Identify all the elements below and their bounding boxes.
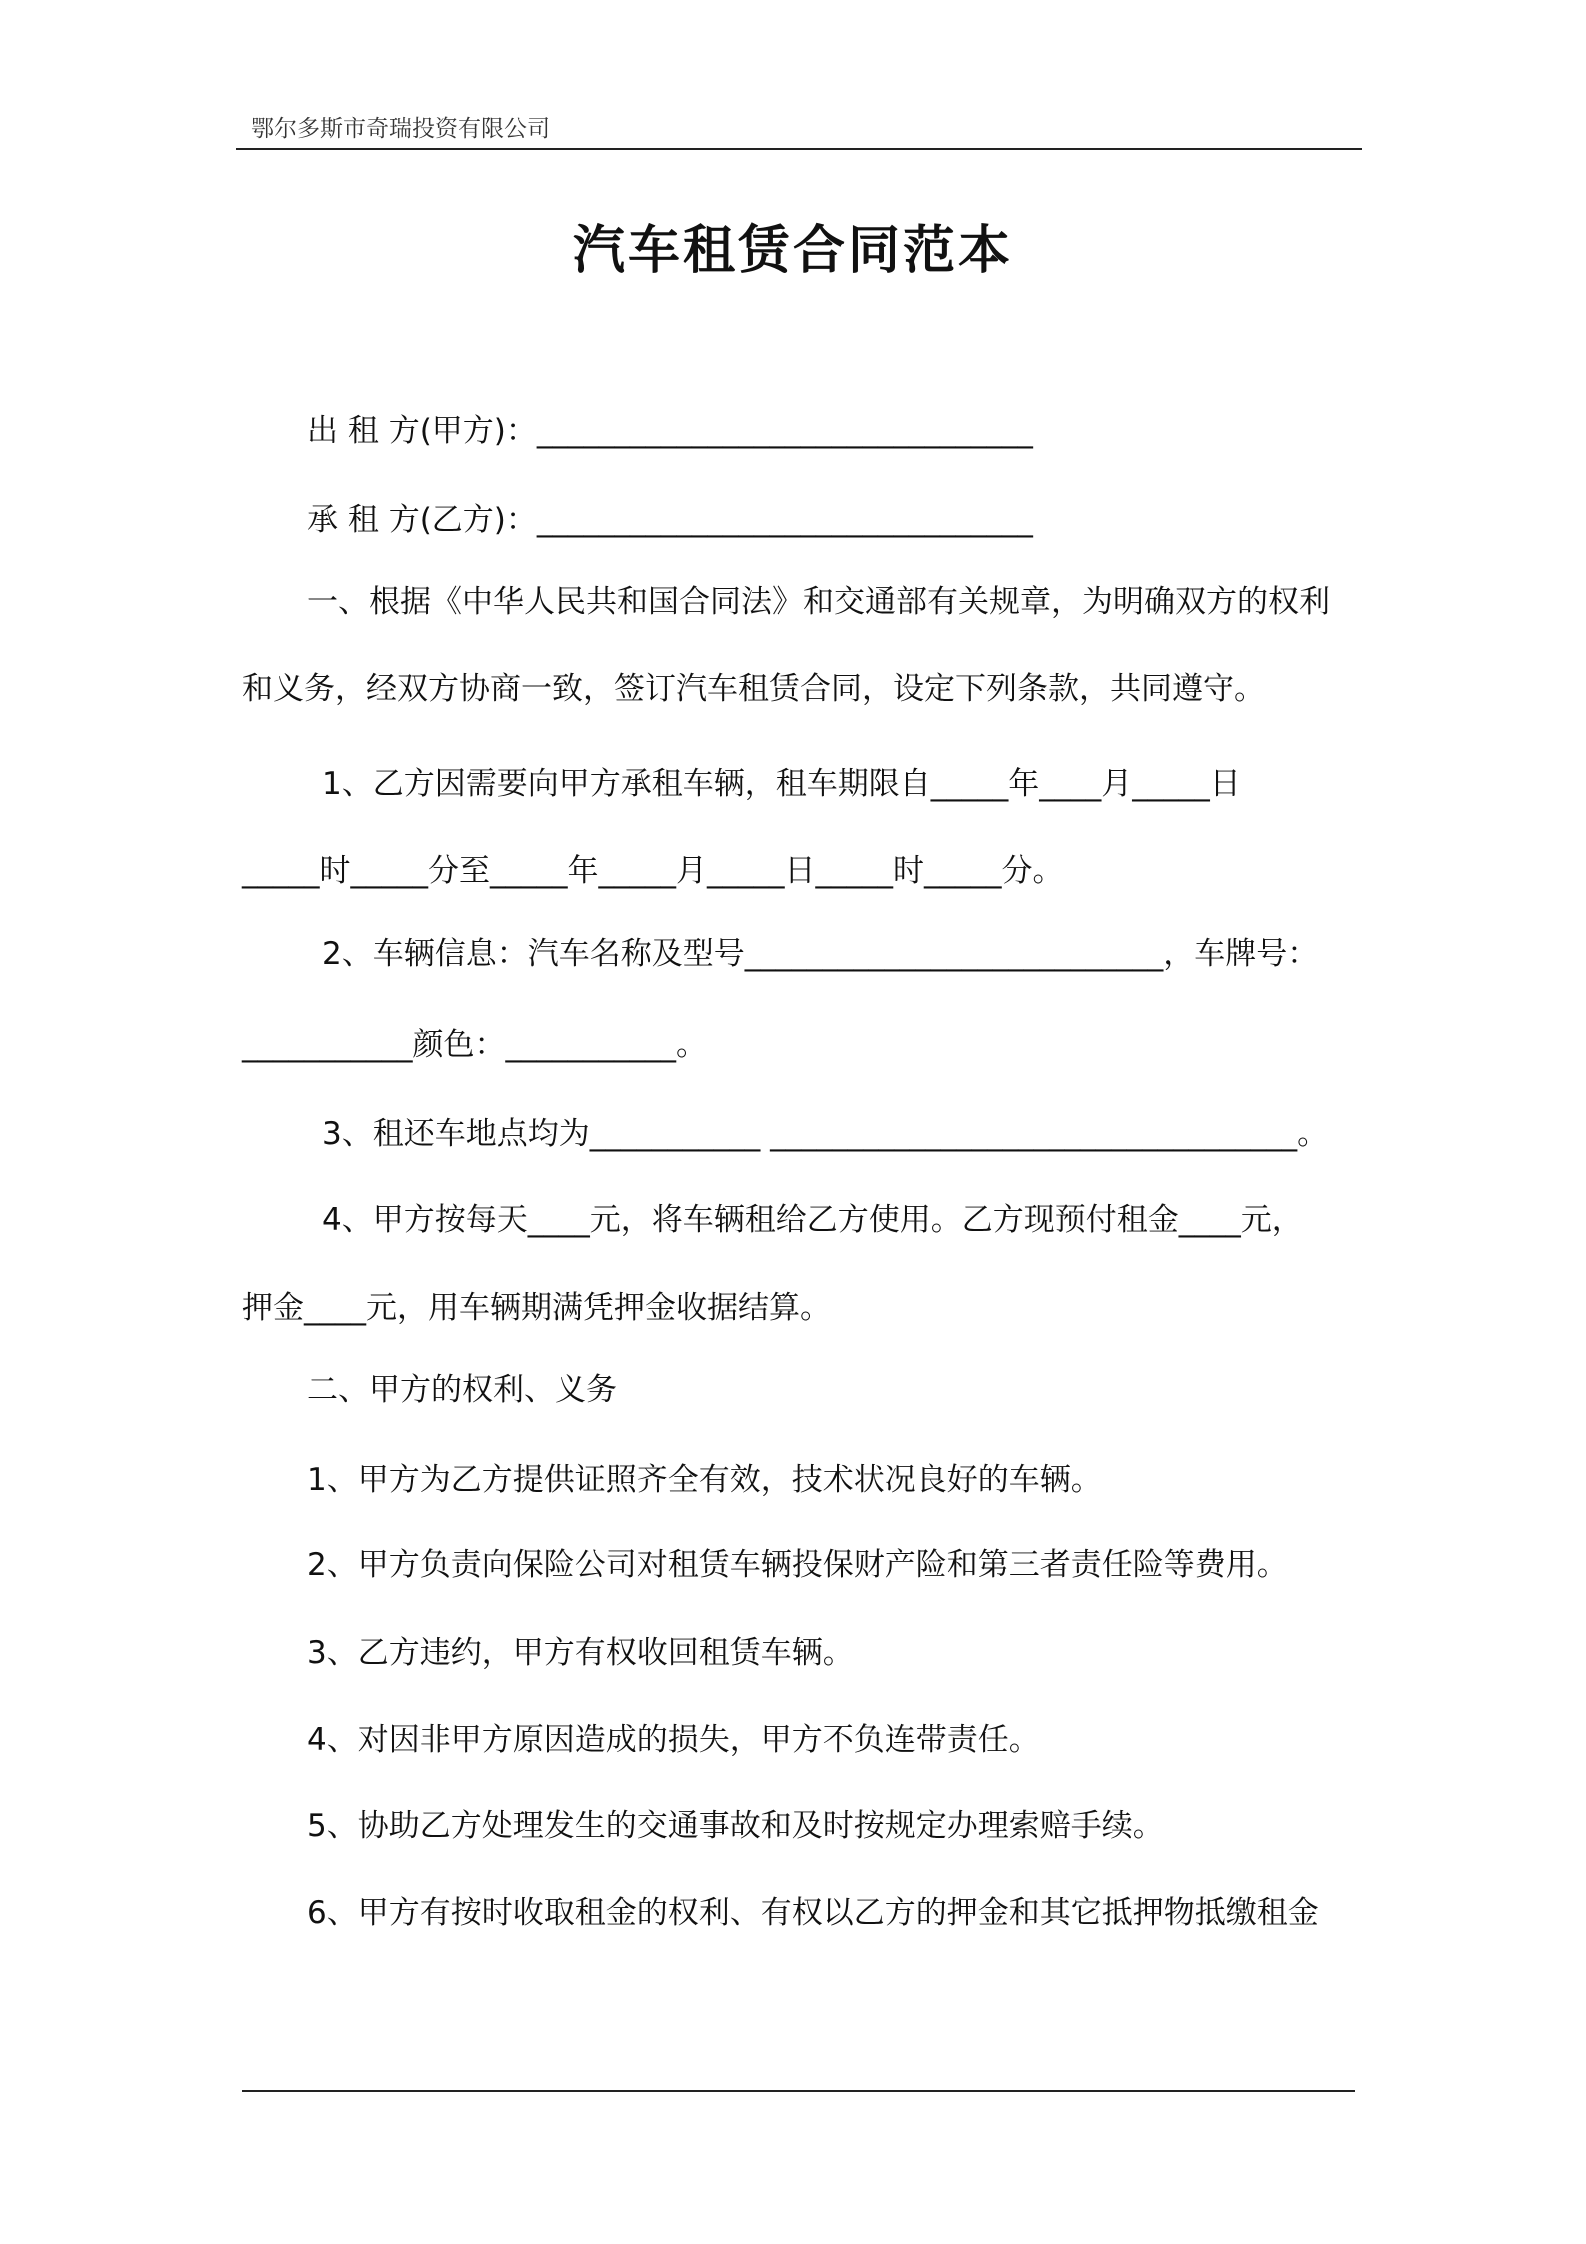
- clause-2-4-line: 4、对因非甲方原因造成的损失，甲方不负连带责任。: [307, 1722, 1040, 1758]
- clause-1-1-line-1: 1、乙方因需要向甲方承租车辆，租车期限自_____年____月_____日: [322, 766, 1241, 802]
- clause-1-4-line-1: 4、甲方按每天____元，将车辆租给乙方使用。乙方现预付租金____元，: [322, 1202, 1303, 1238]
- lessor-line: 出 租 方(甲方)：________________________________: [307, 413, 1033, 449]
- header-company-name: 鄂尔多斯市奇瑞投资有限公司: [251, 116, 550, 142]
- clause-2-3-line: 3、乙方违约，甲方有权收回租赁车辆。: [307, 1635, 854, 1671]
- lessee-line: 承 租 方(乙方)：________________________________: [307, 502, 1033, 538]
- clause-1-4-line-2: 押金____元，用车辆期满凭押金收据结算。: [242, 1290, 831, 1326]
- clause-2-1-line: 1、甲方为乙方提供证照齐全有效，技术状况良好的车辆。: [307, 1462, 1102, 1498]
- clause-1-2-line-2: ___________颜色：___________。: [242, 1027, 707, 1063]
- section-1-line-1: 一、根据《中华人民共和国合同法》和交通部有关规章，为明确双方的权利: [307, 584, 1330, 620]
- clause-1-2-line-1: 2、车辆信息：汽车名称及型号___________________________，车牌号：: [322, 936, 1319, 972]
- clause-1-3-line: 3、租还车地点均为___________ __________________________________。: [322, 1116, 1329, 1152]
- clause-2-2-line: 2、甲方负责向保险公司对租赁车辆投保财产险和第三者责任险等费用。: [307, 1547, 1288, 1583]
- clause-2-5-line: 5、协助乙方处理发生的交通事故和及时按规定办理索赔手续。: [307, 1808, 1164, 1844]
- header-divider: [236, 148, 1362, 150]
- clause-1-1-line-2: _____时_____分至_____年_____月_____日_____时_____分。: [242, 853, 1064, 889]
- section-2-heading: 二、甲方的权利、义务: [307, 1372, 617, 1408]
- clause-2-6-line: 6、甲方有按时收取租金的权利、有权以乙方的押金和其它抵押物抵缴租金: [307, 1895, 1319, 1931]
- footer-divider: [242, 2090, 1355, 2092]
- section-1-line-2: 和义务，经双方协商一致，签订汽车租赁合同，设定下列条款，共同遵守。: [242, 671, 1265, 707]
- document-title: 汽车租赁合同范本: [572, 221, 1013, 281]
